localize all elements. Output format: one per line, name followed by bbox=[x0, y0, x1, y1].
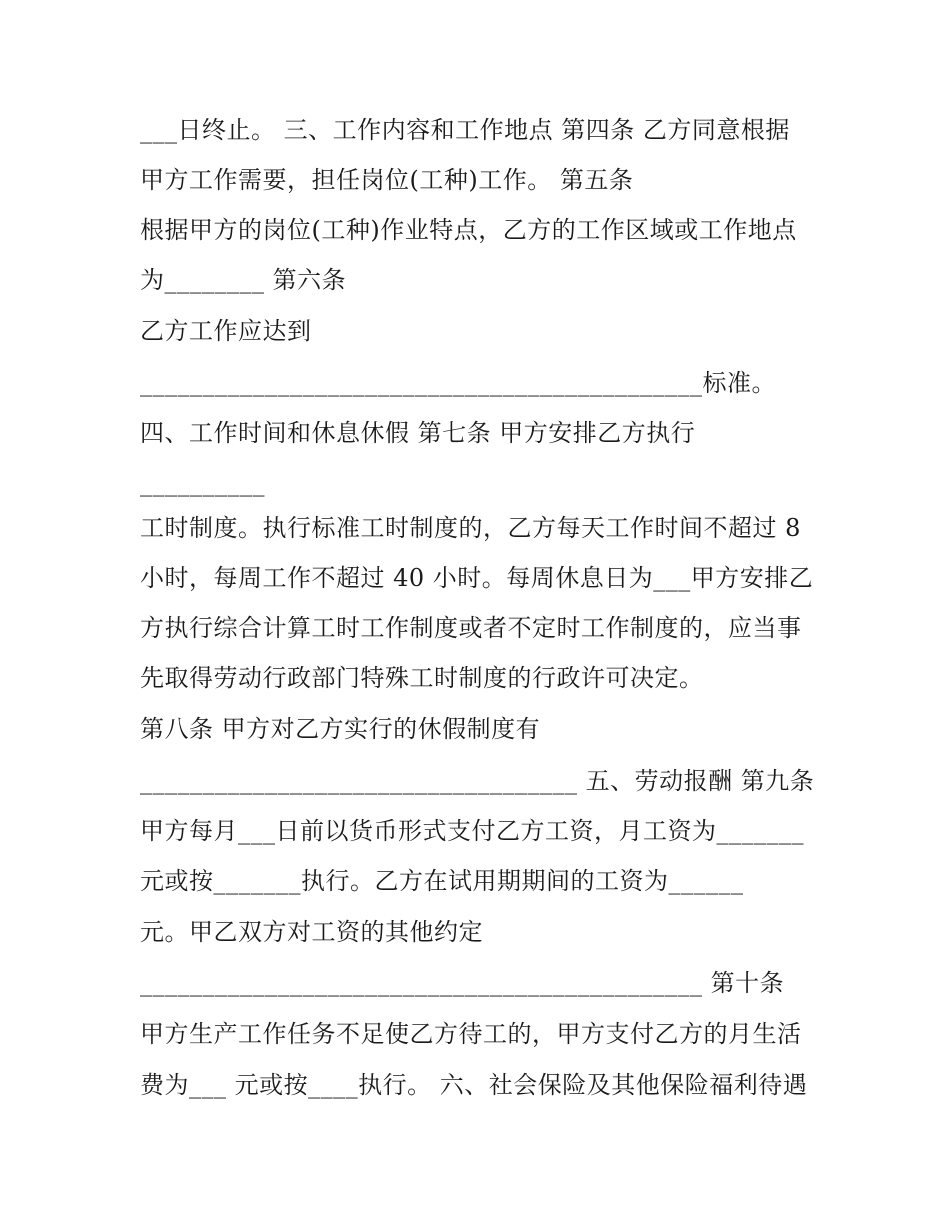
text-line: 甲方生产工作任务不足使乙方待工的，甲方支付乙方的月生活 bbox=[140, 1020, 802, 1048]
text-line: 元或按_______执行。乙方在试用期期间的工资为______ bbox=[140, 867, 744, 895]
text-line: 为________ 第六条 bbox=[140, 266, 347, 294]
text-line: 根据甲方的岗位(工种)作业特点，乙方的工作区域或工作地点 bbox=[140, 216, 797, 244]
text-line: 四、工作时间和休息休假 第七条 甲方安排乙方执行 bbox=[140, 419, 696, 447]
text-line: 先取得劳动行政部门特殊工时制度的行政许可决定。 bbox=[140, 664, 704, 692]
text-line: 方执行综合计算工时工作制度或者不定时工作制度的，应当事 bbox=[140, 614, 802, 642]
text-line: 小时，每周工作不超过 40 小时。每周休息日为___甲方安排乙 bbox=[140, 564, 814, 592]
text-line: _____________________________________________ 第十条 bbox=[140, 969, 785, 997]
text-line: 第八条 甲方对乙方实行的休假制度有 bbox=[140, 715, 541, 743]
text-line: 元。甲乙双方对工资的其他约定 bbox=[140, 918, 483, 946]
text-line: __________ bbox=[140, 469, 265, 497]
text-line: ___________________________________ 五、劳动报酬 第九条 bbox=[140, 767, 815, 795]
text-line: ___日终止。 三、工作内容和工作地点 第四条 乙方同意根据 bbox=[140, 116, 790, 144]
text-line: 费为___ 元或按____执行。 六、社会保险及其他保险福利待遇 bbox=[140, 1071, 808, 1099]
text-line: 甲方工作需要，担任岗位(工种)工作。 第五条 bbox=[140, 166, 634, 194]
text-line: 甲方每月___日前以货币形式支付乙方工资，月工资为_______ bbox=[140, 817, 804, 845]
text-line: 工时制度。执行标准工时制度的，乙方每天工作时间不超过 8 bbox=[140, 514, 801, 542]
text-line: _____________________________________________标准。 bbox=[140, 369, 776, 397]
text-line: 乙方工作应达到 bbox=[140, 317, 312, 345]
